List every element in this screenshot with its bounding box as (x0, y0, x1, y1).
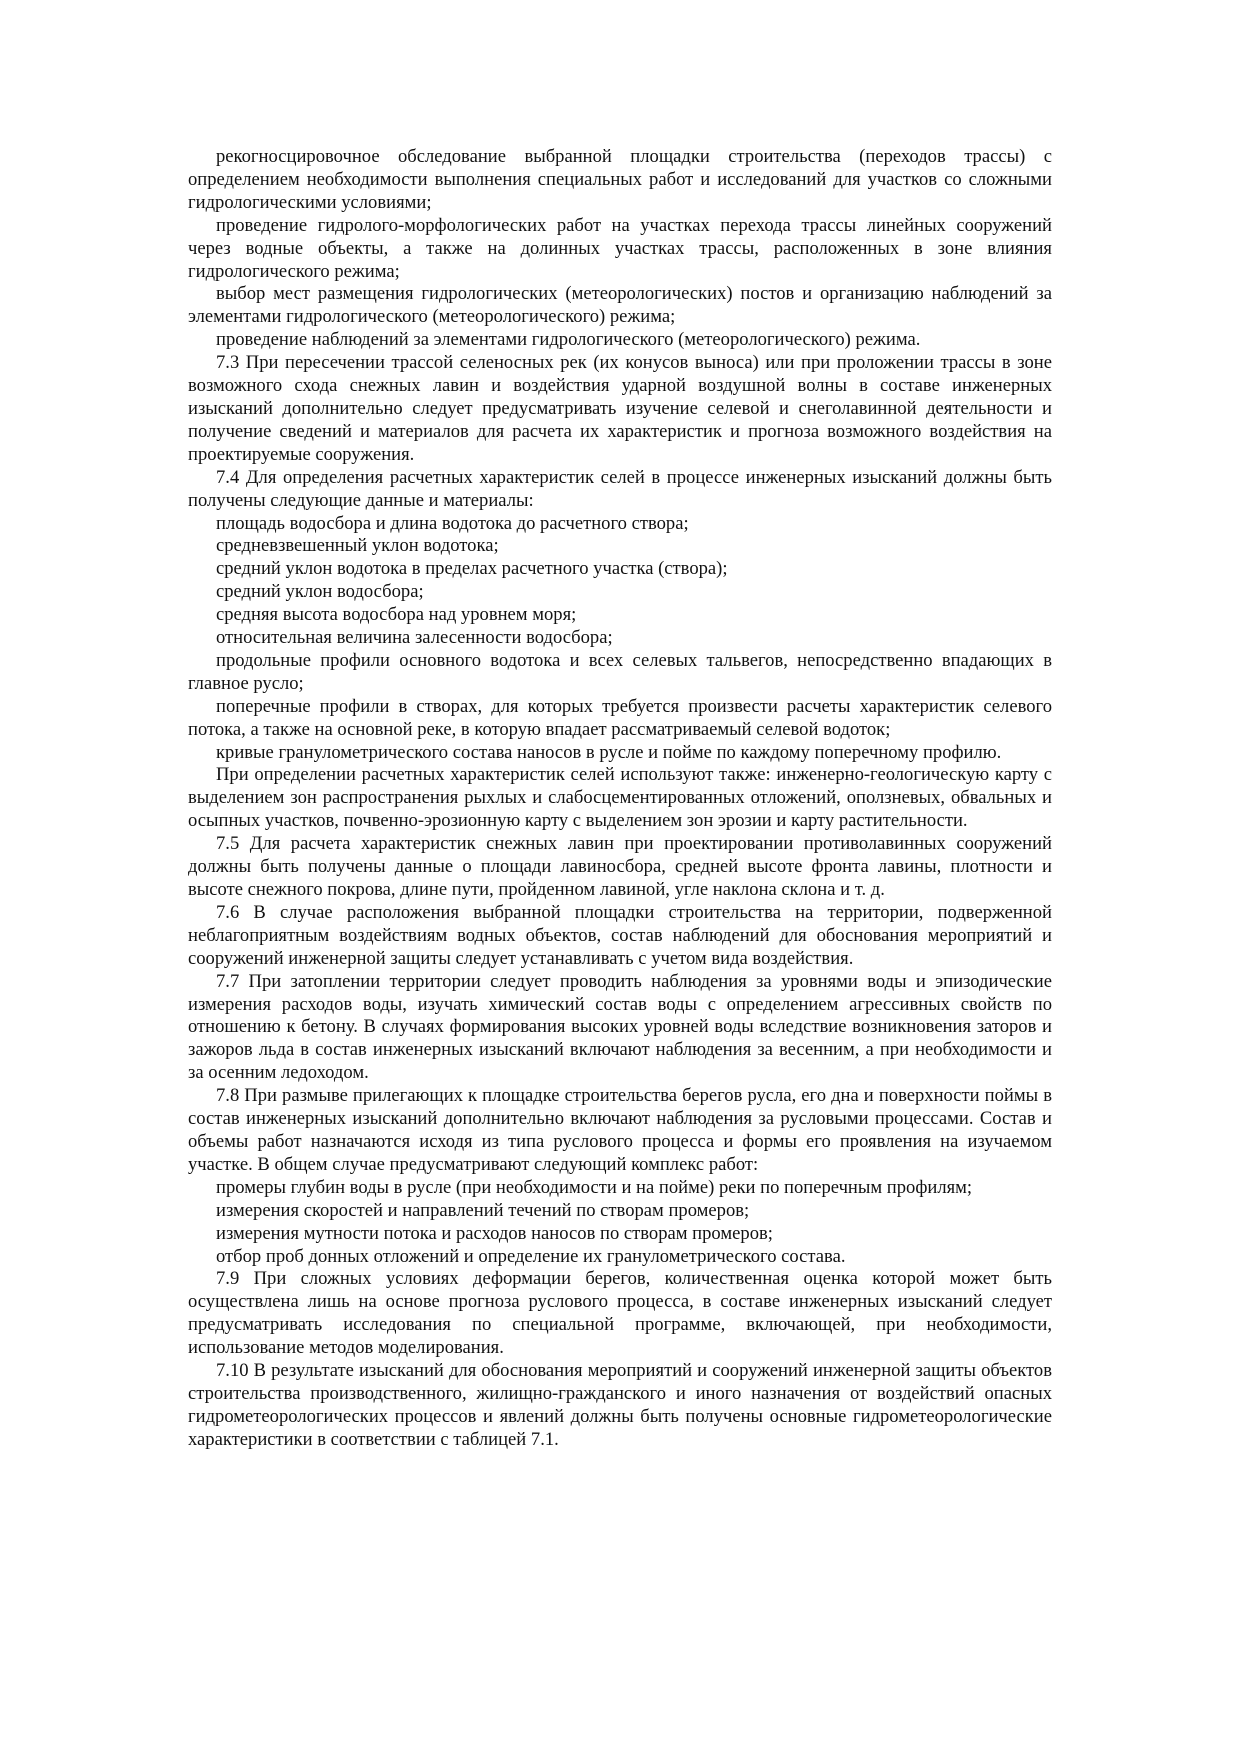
paragraph-hydromorphology: проведение гидролого-морфологических работ на участках перехода трассы линейных сооружений через водные объекты, а также на долинных участках трассы, расположенных в зоне влияния гидрологического режима; (188, 214, 1052, 282)
paragraph-7-3: 7.3 При пересечении трассой селеносных рек (их конусов выноса) или при проложении трассы в зоне возможного схода снежных лавин и воздействия ударной воздушной волны в составе инженерных изысканий дополнительно следует предусматривать изучение селевой и снеголавинной деятельности и получение сведений и материалов для расчета их характеристик и прогноза возможного воздействия на проектируемые сооружения. (188, 352, 1052, 465)
paragraph-7-10: 7.10 В результате изысканий для обоснования мероприятий и сооружений инженерной защиты объектов строительства производственного, жилищно-гражданского и иного назначения от воздействий опасных гидрометеорологических процессов и явлений должны быть получены основные гидрометеорологические характеристики в соответствии с таблицей 7.1. (188, 1360, 1052, 1450)
list-item-turbidity-measurements: измерения мутности потока и расходов наносов по створам промеров; (216, 1222, 773, 1244)
list-item-longitudinal-profiles: продольные профили основного водотока и всех селевых тальвегов, непосредственно впадающих в главное русло; (188, 649, 1052, 694)
list-item-velocity-measurements: измерения скоростей и направлений течений по створам промеров; (216, 1199, 750, 1221)
list-item-cross-profiles: поперечные профили в створах, для которых требуется произвести расчеты характеристик селевого потока, а также на основной реке, в которую впадает рассматриваемый селевой водоток; (188, 695, 1052, 740)
paragraph-observations: проведение наблюдений за элементами гидрологического (метеорологического) режима. (216, 329, 921, 351)
list-item-catchment-area: площадь водосбора и длина водотока до расчетного створа; (216, 512, 689, 534)
document-page (188, 146, 1052, 1452)
paragraph-7-4: 7.4 Для определения расчетных характеристик селей в процессе инженерных изысканий должны быть получены следующие данные и материалы: (188, 466, 1052, 511)
paragraph-geological-maps: При определении расчетных характеристик селей используют также: инженерно-геологическую карту с выделением зон распространения рыхлых и слабосцементированных отложений, оползневых, обвальных и осыпных участков, почвенно-эрозионную карту с выделением зон эрозии и карту растительности. (188, 764, 1052, 832)
paragraph-7-8: 7.8 При размыве прилегающих к площадке строительства берегов русла, его дна и поверхности поймы в состав инженерных изысканий дополнительно включают наблюдения за русловыми процессами. Состав и объемы работ назначаются исходя из типа руслового процесса и формы его проявления на изучаемом участке. В общем случае предусматривают следующий комплекс работ: (188, 1085, 1052, 1175)
paragraph-reconnaissance: рекогносцировочное обследование выбранной площадки строительства (переходов трассы) с определением необходимости выполнения специальных работ и исследований для участков со сложными гидрологическими условиями; (188, 146, 1052, 213)
paragraph-7-7: 7.7 При затоплении территории следует проводить наблюдения за уровнями воды и эпизодические измерения расходов воды, изучать химический состав воды с определением агрессивных свойств по отношению к бетону. В случаях формирования высоких уровней воды вследствие возникновения заторов и зажоров льда в состав инженерных изысканий включают наблюдения за весенним, а при необходимости и за осенним ледоходом. (188, 970, 1052, 1084)
paragraph-7-5: 7.5 Для расчета характеристик снежных лавин при проектировании противолавинных сооружений должны быть получены данные о площади лавиносбора, средней высоте фронта лавины, плотности и высоте снежного покрова, длине пути, пройденном лавиной, угле наклона склона и т. д. (188, 833, 1052, 900)
list-item-catchment-height: средняя высота водосбора над уровнем моря; (216, 604, 577, 626)
list-item-sediment-sampling: отбор проб донных отложений и определение их гранулометрического состава. (216, 1245, 846, 1267)
paragraph-post-selection: выбор мест размещения гидрологических (метеорологических) постов и организацию наблюдений за элементами гидрологического (метеорологического) режима; (188, 283, 1052, 328)
list-item-weighted-slope: средневзвешенный уклон водотока; (216, 535, 499, 557)
paragraph-7-6: 7.6 В случае расположения выбранной площадки строительства на территории, подверженной неблагоприятным воздействиям водных объектов, состав наблюдений для обоснования мероприятий и сооружений инженерной защиты следует устанавливать с учетом вида воздействия. (188, 901, 1052, 969)
list-item-catchment-slope: средний уклон водосбора; (216, 581, 424, 603)
list-item-granulometric-curves: кривые гранулометрического состава наносов в русле и пойме по каждому поперечному профилю. (216, 741, 1002, 763)
paragraph-7-9: 7.9 При сложных условиях деформации берегов, количественная оценка которой может быть осуществлена лишь на основе прогноза руслового процесса, в составе инженерных изысканий следует предусматривать исследования по специальной программе, включающей, при необходимости, использование методов моделирования. (188, 1268, 1052, 1359)
list-item-forest-cover: относительная величина залесенности водосбора; (216, 627, 613, 649)
list-item-reach-slope: средний уклон водотока в пределах расчетного участка (створа); (216, 558, 728, 580)
list-item-depth-soundings: промеры глубин воды в русле (при необходимости и на пойме) реки по поперечным профилям; (216, 1176, 973, 1198)
